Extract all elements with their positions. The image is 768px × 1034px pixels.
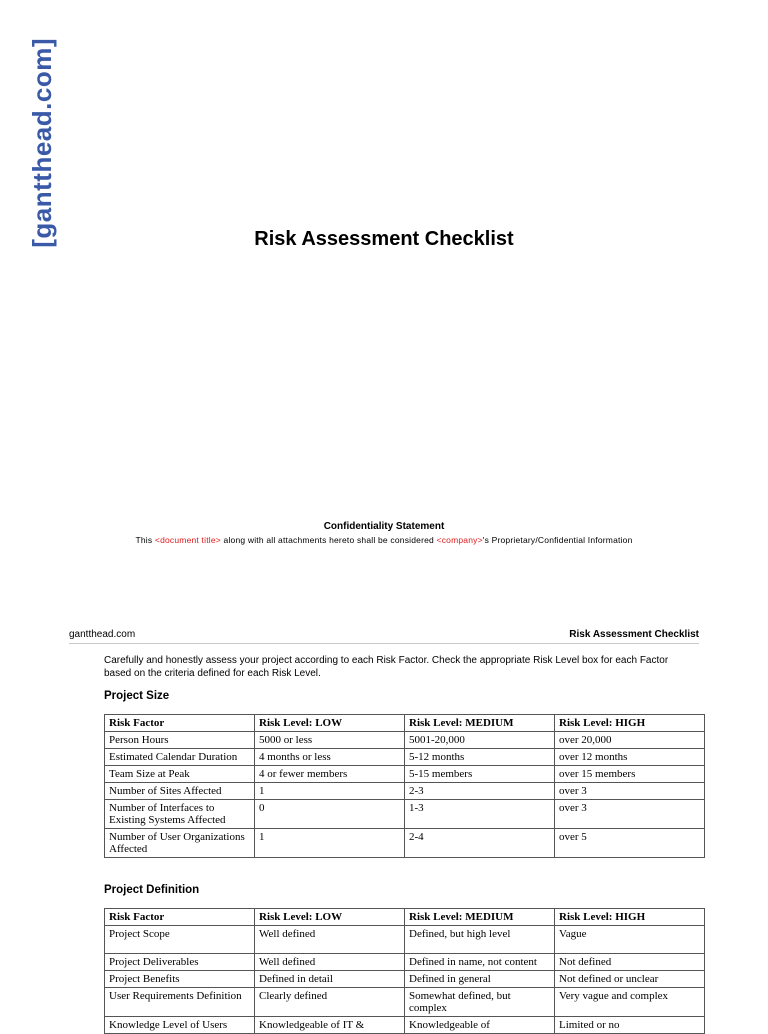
low-level-cell[interactable]: Clearly defined [255, 988, 405, 1017]
high-level-cell[interactable]: over 5 [555, 829, 705, 858]
risk-factor-cell: Number of User Organizations Affected [105, 829, 255, 858]
medium-level-cell[interactable]: 5-15 members [405, 766, 555, 783]
table-header-row [105, 715, 705, 732]
low-level-cell[interactable]: 4 months or less [255, 749, 405, 766]
high-level-cell[interactable]: over 12 months [555, 749, 705, 766]
header-level-low: Risk Level: LOW [255, 715, 405, 732]
risk-factor-cell: User Requirements Definition [105, 988, 255, 1017]
table-row [105, 766, 705, 783]
high-level-cell[interactable]: Very vague and complex [555, 988, 705, 1017]
high-level-cell[interactable]: over 3 [555, 783, 705, 800]
document-title-placeholder: <document title> [154, 535, 221, 545]
header-doc-title: Risk Assessment Checklist [569, 629, 699, 640]
high-level-cell[interactable]: over 3 [555, 800, 705, 829]
table-row [105, 800, 705, 829]
medium-level-cell[interactable]: 2-3 [405, 783, 555, 800]
table-row [105, 732, 705, 749]
confidentiality-statement [0, 535, 768, 545]
high-level-cell[interactable]: over 15 members [555, 766, 705, 783]
medium-level-cell[interactable]: Defined in name, not content [405, 954, 555, 971]
project-definition-table [104, 908, 705, 1034]
low-level-cell[interactable]: 1 [255, 829, 405, 858]
table-row [105, 926, 705, 954]
logo-wordmark: [gantthead.com] [27, 38, 57, 248]
section-title-project-size: Project Size [104, 690, 170, 702]
header-level-medium: Risk Level: MEDIUM [405, 909, 555, 926]
high-level-cell[interactable]: Not defined [555, 954, 705, 971]
header-risk-factor: Risk Factor [105, 715, 255, 732]
table-row [105, 988, 705, 1017]
risk-factor-cell: Team Size at Peak [105, 766, 255, 783]
page-header [69, 628, 699, 644]
header-level-low: Risk Level: LOW [255, 909, 405, 926]
section-title-project-definition: Project Definition [104, 884, 200, 896]
risk-factor-cell: Project Benefits [105, 971, 255, 988]
medium-level-cell[interactable]: 2-4 [405, 829, 555, 858]
table-row [105, 1017, 705, 1034]
table-header-row [105, 909, 705, 926]
risk-factor-cell: Person Hours [105, 732, 255, 749]
conf-prefix: This [135, 535, 155, 545]
project-size-table [104, 714, 705, 858]
medium-level-cell[interactable]: Defined, but high level [405, 926, 555, 954]
header-risk-factor: Risk Factor [105, 909, 255, 926]
document-title: Risk Assessment Checklist [254, 228, 514, 250]
low-level-cell[interactable]: Knowledgeable of IT & [255, 1017, 405, 1034]
low-level-cell[interactable]: Well defined [255, 954, 405, 971]
high-level-cell[interactable]: Limited or no [555, 1017, 705, 1034]
medium-level-cell[interactable]: 1-3 [405, 800, 555, 829]
low-level-cell[interactable]: 1 [255, 783, 405, 800]
risk-factor-cell: Knowledge Level of Users [105, 1017, 255, 1034]
conf-suffix: 's Proprietary/Confidential Information [482, 535, 633, 545]
gantthead-logo [28, 38, 56, 310]
medium-level-cell[interactable]: Knowledgeable of [405, 1017, 555, 1034]
low-level-cell[interactable]: 5000 or less [255, 732, 405, 749]
risk-factor-cell: Number of Sites Affected [105, 783, 255, 800]
table-row [105, 783, 705, 800]
medium-level-cell[interactable]: 5-12 months [405, 749, 555, 766]
low-level-cell[interactable]: 4 or fewer members [255, 766, 405, 783]
low-level-cell[interactable]: Well defined [255, 926, 405, 954]
conf-middle: along with all attachments hereto shall be considered [220, 535, 437, 545]
header-level-high: Risk Level: HIGH [555, 715, 705, 732]
low-level-cell[interactable]: 0 [255, 800, 405, 829]
medium-level-cell[interactable]: 5001-20,000 [405, 732, 555, 749]
company-placeholder: <company> [436, 535, 483, 545]
medium-level-cell[interactable]: Somewhat defined, but complex [405, 988, 555, 1017]
table-row [105, 971, 705, 988]
risk-factor-cell: Project Deliverables [105, 954, 255, 971]
risk-factor-cell: Project Scope [105, 926, 255, 954]
confidentiality-heading: Confidentiality Statement [323, 521, 445, 532]
risk-factor-cell: Estimated Calendar Duration [105, 749, 255, 766]
high-level-cell[interactable]: Not defined or unclear [555, 971, 705, 988]
table-row [105, 829, 705, 858]
intro-paragraph: Carefully and honestly assess your project according to each Risk Factor. Check the appropriate Risk Level box for each Factor based on the criteria defined for each Risk Level. [104, 655, 669, 679]
header-level-high: Risk Level: HIGH [555, 909, 705, 926]
risk-factor-cell: Number of Interfaces to Existing Systems Affected [105, 800, 255, 829]
header-site-name: gantthead.com [69, 629, 136, 640]
high-level-cell[interactable]: over 20,000 [555, 732, 705, 749]
high-level-cell[interactable]: Vague [555, 926, 705, 954]
header-level-medium: Risk Level: MEDIUM [405, 715, 555, 732]
medium-level-cell[interactable]: Defined in general [405, 971, 555, 988]
low-level-cell[interactable]: Defined in detail [255, 971, 405, 988]
table-row [105, 749, 705, 766]
table-row [105, 954, 705, 971]
